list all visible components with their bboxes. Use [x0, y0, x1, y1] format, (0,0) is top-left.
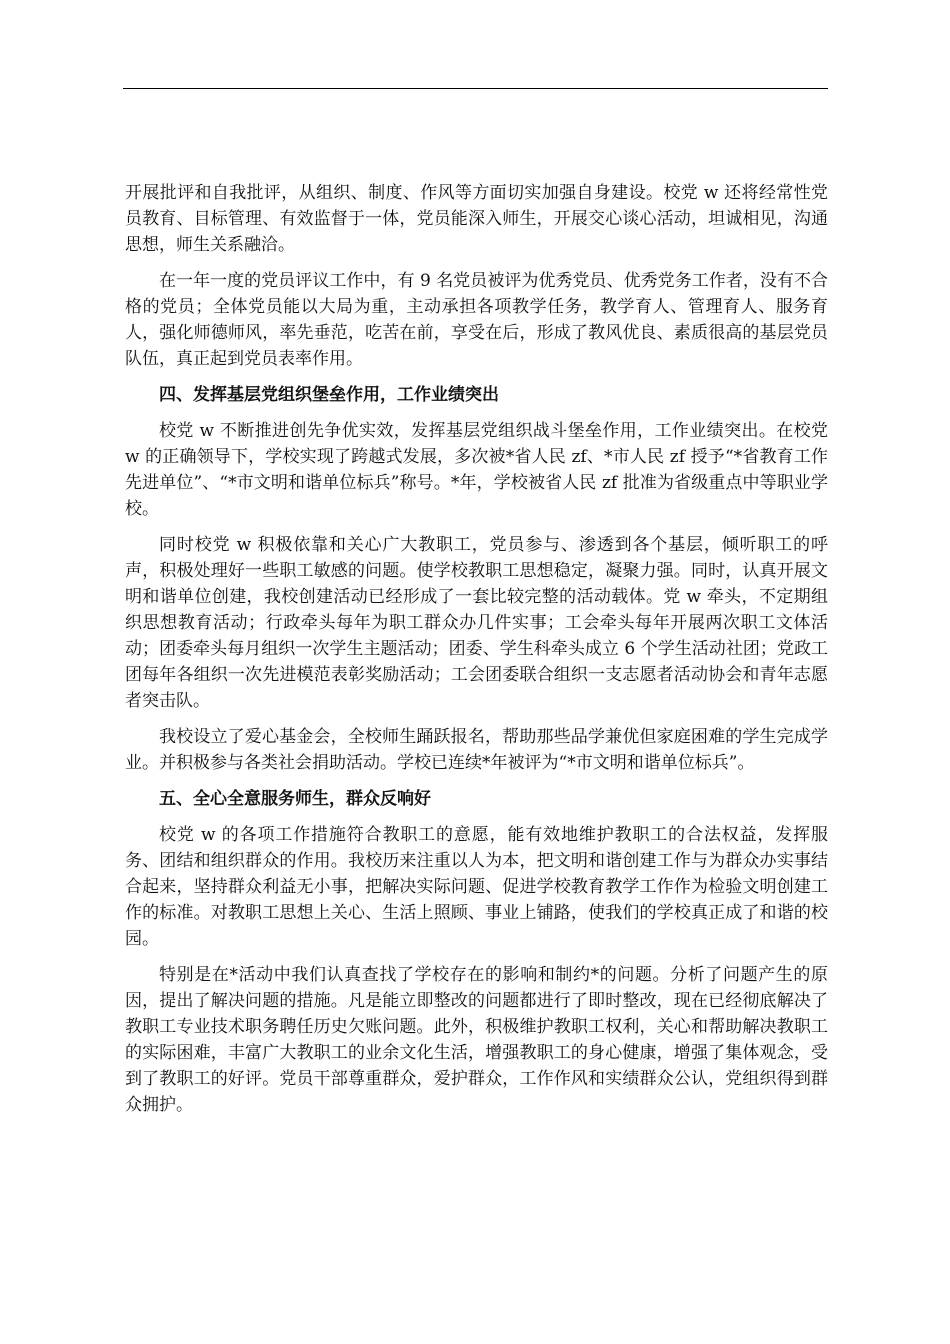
paragraph-7: 特别是在*活动中我们认真查找了学校存在的影响和制约*的问题。分析了问题产生的原因，提出了解决问题的措施。凡是能立即整改的问题都进行了即时整改，现在已经彻底解决了教职工专业技术职务聘任历史欠账问题。此外，积极维护教职工权利，关心和帮助解决教职工的实际困难，丰富广大教职工的业余文化生活，增强教职工的身心健康，增强了集体观念，受到了教职工的好评。党员干部尊重群众，爱护群众，工作作风和实绩群众公认，党组织得到群众拥护。: [125, 965, 828, 1115]
section-heading-4: 四、发挥基层党组织堡垒作用，工作业绩突出: [159, 385, 499, 405]
paragraph-3: 校党 w 不断推进创先争优实效，发挥基层党组织战斗堡垒作用，工作业绩突出。在校党 w 的正确领导下，学校实现了跨越式发展，多次被*省人民 zf、*市人民 zf 授予“*省教育工作先进单位”、“*市文明和谐单位标兵”称号。*年，学校被省人民 zf 批准为省级重点中等职业学校。: [125, 421, 828, 519]
header-rule: [123, 88, 828, 89]
paragraph-1: 开展批评和自我批评，从组织、制度、作风等方面切实加强自身建设。校党 w 还将经常性党员教育、目标管理、有效监督于一体，党员能深入师生，开展交心谈心活动，坦诚相见，沟通思想，师生关系融洽。: [125, 183, 828, 255]
document-body: [125, 180, 828, 1128]
paragraph-5: 我校设立了爱心基金会，全校师生踊跃报名，帮助那些品学兼优但家庭困难的学生完成学业。并积极参与各类社会捐助活动。学校已连续*年被评为“*市文明和谐单位标兵”。: [125, 727, 828, 773]
paragraph-4: 同时校党 w 积极依靠和关心广大教职工，党员参与、渗透到各个基层，倾听职工的呼声，积极处理好一些职工敏感的问题。使学校教职工思想稳定，凝聚力强。同时，认真开展文明和谐单位创建，我校创建活动已经形成了一套比较完整的活动载体。党 w 牵头，不定期组织思想教育活动；行政牵头每年为职工群众办几件实事；工会牵头每年开展两次职工文体活动；团委牵头每月组织一次学生主题活动；团委、学生科牵头成立 6 个学生活动社团；党政工团每年各组织一次先进模范表彰奖励活动；工会团委联合组织一支志愿者活动协会和青年志愿者突击队。: [125, 535, 828, 711]
paragraph-2: 在一年一度的党员评议工作中，有 9 名党员被评为优秀党员、优秀党务工作者，没有不合格的党员；全体党员能以大局为重，主动承担各项教学任务，教学育人、管理育人、服务育人，强化师德师风，率先垂范，吃苦在前，享受在后，形成了教风优良、素质很高的基层党员队伍，真正起到党员表率作用。: [125, 271, 828, 369]
paragraph-6: 校党 w 的各项工作措施符合教职工的意愿，能有效地维护教职工的合法权益，发挥服务、团结和组织群众的作用。我校历来注重以人为本，把文明和谐创建工作与为群众办实事结合起来，坚持群众利益无小事，把解决实际问题、促进学校教育教学工作作为检验文明创建工作的标准。对教职工思想上关心、生活上照顾、事业上铺路，使我们的学校真正成了和谐的校园。: [125, 825, 828, 949]
section-heading-5: 五、全心全意服务师生，群众反响好: [159, 789, 431, 809]
